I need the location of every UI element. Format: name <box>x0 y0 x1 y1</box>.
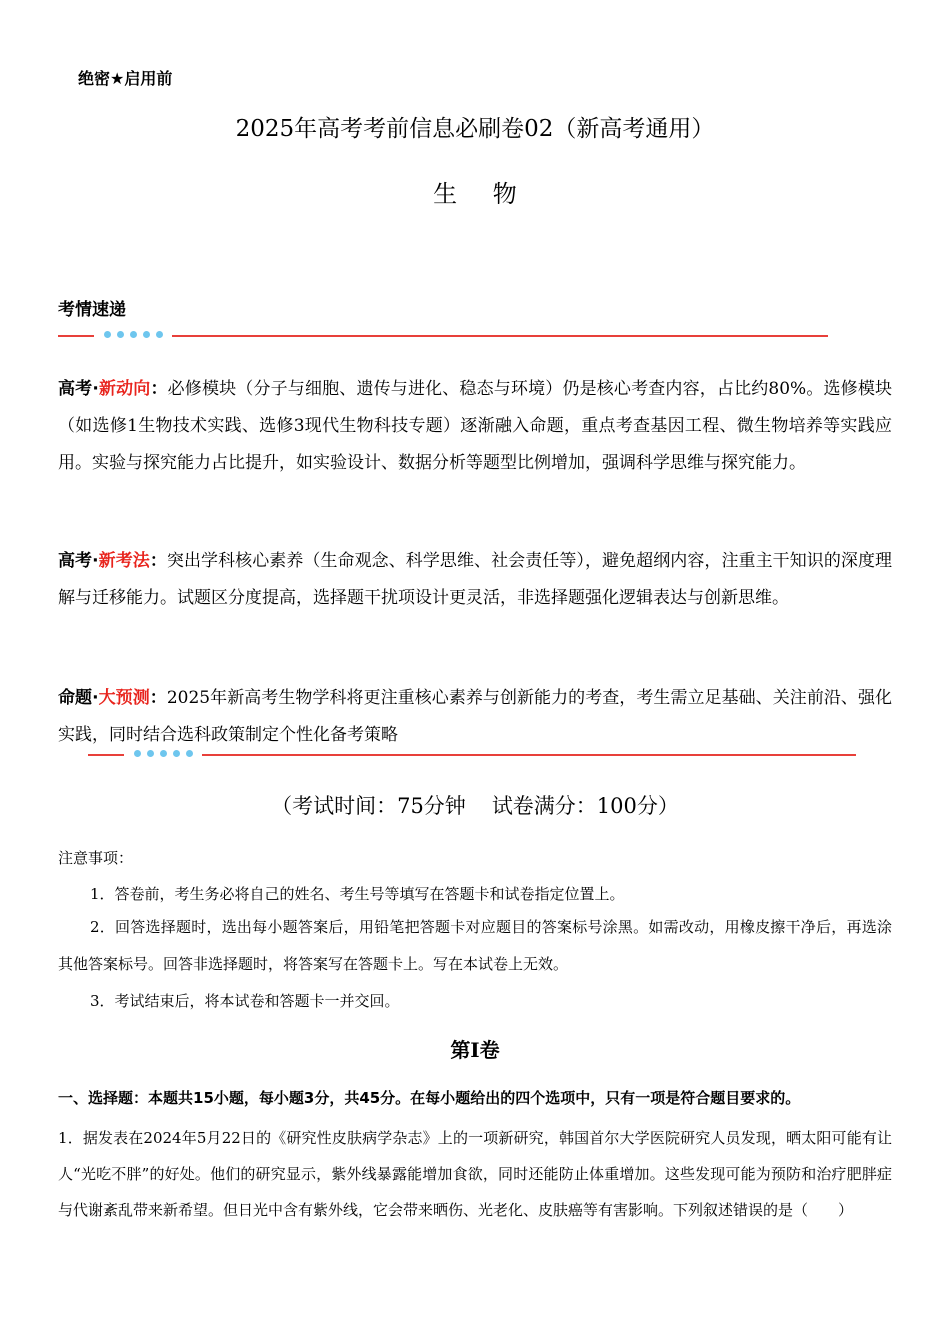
notes-heading: 注意事项： <box>58 849 134 867</box>
divider-top <box>58 330 828 342</box>
label-highlight: 大预测 <box>98 688 150 708</box>
divider-dot <box>104 331 111 338</box>
note-item: 3．考试结束后，将本试卷和答题卡一并交回。 <box>90 992 400 1010</box>
label-highlight: 新动向 <box>98 379 151 399</box>
exam-title: 2025年高考考前信息必刷卷02（新高考通用） <box>235 116 715 142</box>
divider-dot <box>130 331 137 338</box>
label-colon: ： <box>150 379 168 399</box>
label-prefix: 命题· <box>58 688 99 708</box>
overview-item-prediction <box>58 680 892 754</box>
divider-bottom <box>88 749 856 761</box>
overview-item-trends <box>58 371 892 482</box>
divider-dots <box>134 750 193 760</box>
label-prefix: 高考· <box>58 379 99 399</box>
item-label <box>58 551 167 571</box>
note-item: 1．答卷前，考生务必将自己的姓名、考生号等填写在答题卡和试卷指定位置上。 <box>90 885 625 903</box>
divider-line-right <box>172 335 828 337</box>
subject-title: 生 物 <box>433 180 531 208</box>
exam-score: 试卷满分：100分） <box>491 794 679 818</box>
overview-heading: 考情速递 <box>58 300 126 320</box>
item-text: 2025年新高考生物学科将更注重核心素养与创新能力的考查，考生需立足基础、关注前沿、强化实践，同时结合选科政策制定个性化备考策略 <box>58 688 893 745</box>
divider-dot <box>134 750 141 757</box>
note-item: 2．回答选择题时，选出每小题答案后，用铅笔把答题卡对应题目的答案标号涂黑。如需改动，用橡皮擦干净后，再选涂其他答案标号。回答非选择题时，将答案写在答题卡上。写在本试卷上无效。 <box>58 918 892 973</box>
label-colon: ： <box>149 688 167 708</box>
item-label <box>58 688 167 708</box>
overview-item-methods <box>58 543 892 617</box>
confidential-label: 绝密★启用前 <box>78 69 173 88</box>
divider-line-right <box>202 754 856 756</box>
divider-dots <box>104 331 163 341</box>
exam-info <box>0 790 950 820</box>
divider-dot <box>186 750 193 757</box>
question-1: 1．据发表在2024年5月22日的《研究性皮肤病学杂志》上的一项新研究，韩国首尔大学医院研究人员发现，晒太阳可能有让人“光吃不胖”的好处。他们的研究显示，紫外线暴露能增加食欲，同时还能防止体重增加。这些发现可能为预防和治疗肥胖症与代谢紊乱带来新希望。但日光中含有紫外线，它会带来晒伤、光老化、皮肤癌等有害影响。下列叙述错误的是（ ） <box>58 1129 892 1219</box>
exam-time: （考试时间：75分钟 <box>271 794 466 818</box>
item-text: 必修模块（分子与细胞、遗传与进化、稳态与环境）仍是核心考查内容，占比约80%。选修模块（如选修1生物技术实践、选修3现代生物科技专题）逐渐融入命题，重点考查基因工程、微生物培养等实践应用。实验与探究能力占比提升，如实验设计、数据分析等题型比例增加，强调科学思维与探究能力。 <box>58 379 893 473</box>
section-heading: 一、选择题：本题共15小题，每小题3分，共45分。在每小题给出的四个选项中，只有一项是符合题目要求的。 <box>58 1089 801 1107</box>
label-colon: ： <box>149 551 167 571</box>
label-prefix: 高考· <box>58 551 99 571</box>
divider-line-left <box>88 754 124 756</box>
divider-line-left <box>58 335 94 337</box>
divider-dot <box>117 331 124 338</box>
item-text: 突出学科核心素养（生命观念、科学思维、社会责任等），避免超纲内容，注重主干知识的深度理解与迁移能力。试题区分度提高，选择题干扰项设计更灵活，非选择题强化逻辑表达与创新思维。 <box>58 551 893 608</box>
divider-dot <box>143 331 150 338</box>
divider-dot <box>147 750 154 757</box>
label-highlight: 新考法 <box>98 551 150 571</box>
divider-dot <box>160 750 167 757</box>
volume-title: 第Ⅰ卷 <box>450 1038 500 1062</box>
item-label <box>58 379 168 399</box>
divider-dot <box>156 331 163 338</box>
divider-dot <box>173 750 180 757</box>
